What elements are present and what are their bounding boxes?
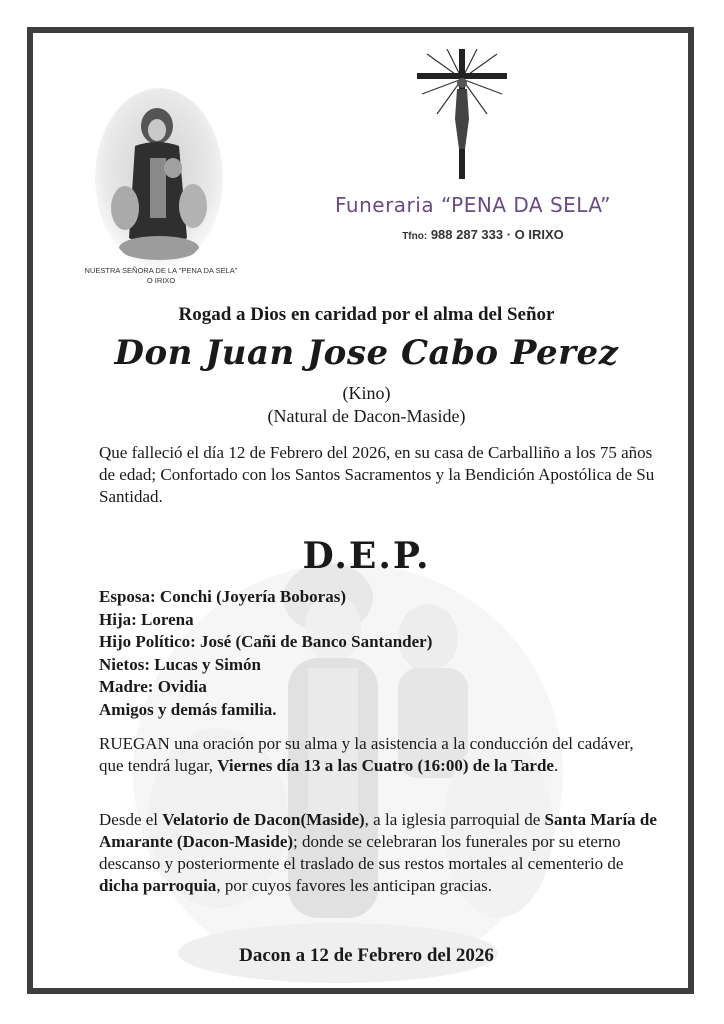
desde-text-4: , por cuyos favores les anticipan gracias. — [216, 876, 492, 895]
family-item: Madre: Ovidia — [99, 677, 207, 696]
telephone-value: 988 287 333 · O IRIXO — [430, 227, 564, 242]
velatorio-name: Velatorio de Dacon(Maside) — [162, 810, 365, 829]
church-name: Santa María de Amarante (Dacon-Maside) — [99, 810, 657, 851]
prayer-heading: Rogad a Dios en caridad por el alma del Señor — [178, 304, 555, 325]
portrait-caption-line2: O IRIXO — [146, 276, 176, 285]
family-list — [99, 586, 659, 721]
closing-date: Dacon a 12 de Febrero del 2026 — [239, 945, 494, 966]
deceased-nickname: (Kino) — [342, 383, 391, 403]
family-item: Esposa: Conchi (Joyería Boboras) — [99, 587, 346, 606]
death-paragraph: Que falleció el día 12 de Febrero del 2026, en su casa de Carballiño a los 75 años de edad; Confortado con los Santos Sacramentos y la Bendición Apostólica de Su Santidad. — [99, 443, 655, 506]
funeraria-name: Funeraria “PENA DA SELA” — [335, 193, 611, 217]
telephone-label: Tfno: — [402, 231, 428, 242]
family-item: Nietos: Lucas y Simón — [99, 654, 261, 674]
virgin-portrait-image — [95, 88, 223, 268]
family-item: Hija: Lorena — [99, 609, 194, 629]
family-item: Amigos y demás familia. — [99, 699, 277, 719]
cemetery-name: dicha parroquia — [99, 876, 217, 895]
deceased-origin: (Natural de Dacon-Maside) — [267, 406, 466, 426]
ruegan-paragraph — [99, 733, 659, 777]
dep-heading: D.E.P. — [302, 535, 431, 577]
desde-text-3: ; donde se celebraran los funerales por su eterno descanso y posteriormente el traslado de sus restos mortales al cementerio de — [99, 832, 624, 873]
ruegan-text: RUEGAN una oración por su alma y la asistencia a la conducción del cadáver, que tendrá lugar, — [99, 734, 634, 775]
crucifix-icon — [417, 49, 507, 179]
desde-paragraph — [99, 809, 659, 897]
telephone — [353, 227, 613, 242]
family-item: Hijo Político: José (Cañi de Banco Santander) — [99, 632, 433, 651]
portrait-caption-line1: NUESTRA SEÑORA DE LA "PENA DA SELA" — [84, 266, 238, 275]
ruegan-time: Viernes día 13 a las Cuatro (16:00) de la Tarde — [217, 756, 554, 775]
desde-text-1: Desde el — [99, 810, 163, 829]
deceased-name: Don Juan Jose Cabo Perez — [114, 333, 619, 373]
ruegan-end: . — [553, 756, 559, 775]
portrait-caption — [61, 266, 261, 286]
desde-text-2: , a la iglesia parroquial de — [364, 810, 545, 829]
document-frame — [27, 27, 694, 994]
